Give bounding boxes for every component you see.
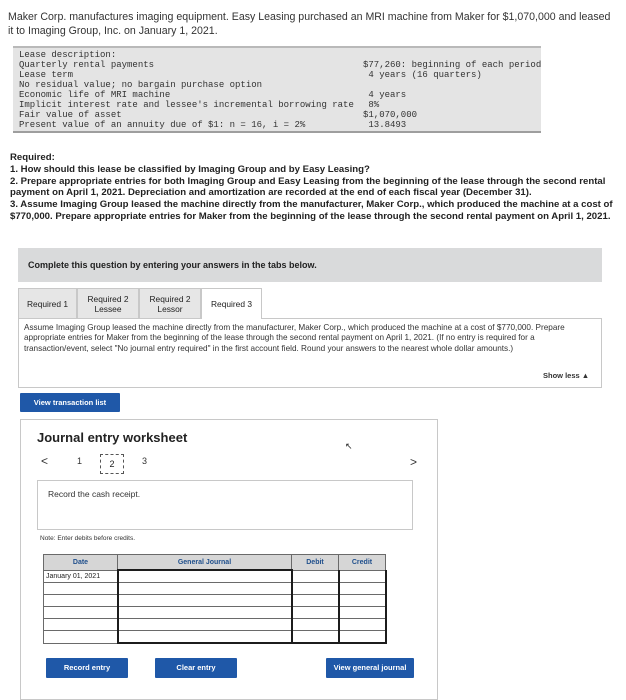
- next-page-button[interactable]: >: [410, 455, 418, 469]
- date-cell[interactable]: [44, 583, 118, 595]
- table-row: [44, 595, 386, 607]
- column-header-general-journal: General Journal: [118, 555, 292, 571]
- account-cell[interactable]: [118, 607, 292, 619]
- credit-cell[interactable]: [339, 583, 386, 595]
- page-1-button[interactable]: 1: [77, 456, 83, 466]
- tab-required-3[interactable]: Required 3: [201, 288, 262, 319]
- date-cell[interactable]: [44, 595, 118, 607]
- required-item-1: 1. How should this lease be classified by Imaging Group and by Easy Leasing?: [10, 163, 370, 175]
- date-cell[interactable]: [44, 631, 118, 644]
- lease-description-box: [13, 46, 541, 133]
- debit-cell[interactable]: [292, 583, 339, 595]
- date-cell[interactable]: [44, 607, 118, 619]
- record-entry-button[interactable]: Record entry: [46, 658, 128, 678]
- debit-cell[interactable]: [292, 619, 339, 631]
- debit-cell[interactable]: [292, 570, 339, 583]
- clear-entry-button[interactable]: Clear entry: [155, 658, 237, 678]
- tab-required-2-lessor[interactable]: Required 2 Lessor: [139, 288, 201, 318]
- required-heading: Required:: [10, 152, 55, 163]
- debit-cell[interactable]: [292, 607, 339, 619]
- column-header-credit: Credit: [339, 555, 386, 571]
- table-row: [44, 607, 386, 619]
- table-row: [44, 619, 386, 631]
- page-3-button[interactable]: 3: [142, 456, 148, 466]
- credit-cell[interactable]: [339, 631, 386, 644]
- required-item-2: 2. Prepare appropriate entries for both Imaging Group and Easy Leasing from the beginning of the lease through the second rental payment on April 1, 2021. Depreciation and amortization are recorded at the end of each fiscal year (December 31).: [10, 175, 606, 199]
- table-row: [44, 631, 386, 644]
- cursor-arrow-icon: ↖: [345, 441, 353, 451]
- column-header-debit: Debit: [292, 555, 339, 571]
- account-cell[interactable]: [118, 631, 292, 644]
- lease-row: Quarterly rental payments $77,260: beginning of each period: [19, 60, 542, 70]
- prev-page-button[interactable]: <: [41, 454, 49, 468]
- account-cell[interactable]: [118, 570, 292, 583]
- view-general-journal-button[interactable]: View general journal: [326, 658, 414, 678]
- lease-row: Lease description:: [19, 50, 117, 60]
- account-cell[interactable]: [118, 583, 292, 595]
- tab-required-2-lessee[interactable]: Required 2 Lessee: [77, 288, 139, 318]
- account-cell[interactable]: [118, 619, 292, 631]
- view-transaction-list-button[interactable]: View transaction list: [20, 393, 120, 412]
- lease-row: Lease term 4 years (16 quarters): [19, 70, 482, 80]
- assume-instructions: Assume Imaging Group leased the machine directly from the manufacturer, Maker Corp., which produced the machine at a cost of $770,000. Prepare appropriate entries for Maker from the beginning of the lease through the second rental payment on April 1, 2021. (If no entry is required for a transaction/event, select "No journal entry required" in the first account field. Round your answers to the nearest whole dollar amounts.): [24, 323, 565, 353]
- table-row: [44, 583, 386, 595]
- lease-row: Implicit interest rate and lessee's incremental borrowing rate 8%: [19, 100, 380, 110]
- date-cell[interactable]: [44, 619, 118, 631]
- column-header-date: Date: [44, 555, 118, 571]
- tab-required-1[interactable]: Required 1: [18, 288, 77, 318]
- lease-row: Fair value of asset $1,070,000: [19, 110, 418, 120]
- worksheet-title: Journal entry worksheet: [37, 430, 188, 445]
- required-item-3: 3. Assume Imaging Group leased the machine directly from the manufacturer, Maker Corp., which produced the machine at a cost of $770,000. Prepare appropriate entries for Maker from the beginning of the lease through the second rental payment on April 1, 2021.: [10, 199, 613, 222]
- credit-cell[interactable]: [339, 607, 386, 619]
- page-2-button-current[interactable]: 2: [100, 454, 124, 474]
- debit-cell[interactable]: [292, 595, 339, 607]
- date-cell[interactable]: January 01, 2021: [44, 570, 118, 583]
- instructions-banner: Complete this question by entering your answers in the tabs below.: [18, 248, 602, 282]
- credit-cell[interactable]: [339, 619, 386, 631]
- credit-cell[interactable]: [339, 570, 386, 583]
- credit-cell[interactable]: [339, 595, 386, 607]
- table-row: [44, 570, 386, 583]
- problem-intro: Maker Corp. manufactures imaging equipment. Easy Leasing purchased an MRI machine from Maker for $1,070,000 and leased it to Imaging Group, Inc. on January 1, 2021.: [8, 11, 611, 37]
- show-less-link[interactable]: Show less ▲: [543, 371, 590, 380]
- account-cell[interactable]: [118, 595, 292, 607]
- entry-note: Note: Enter debits before credits.: [40, 535, 136, 542]
- transaction-description: Record the cash receipt.: [37, 480, 413, 530]
- lease-row: Economic life of MRI machine 4 years: [19, 90, 407, 100]
- debit-cell[interactable]: [292, 631, 339, 644]
- lease-row: Present value of an annuity due of $1: n = 16, i = 2% 13.8493: [19, 120, 407, 130]
- journal-entry-table: [43, 554, 387, 644]
- required-section: [10, 152, 615, 223]
- lease-row: No residual value; no bargain purchase option: [19, 80, 263, 90]
